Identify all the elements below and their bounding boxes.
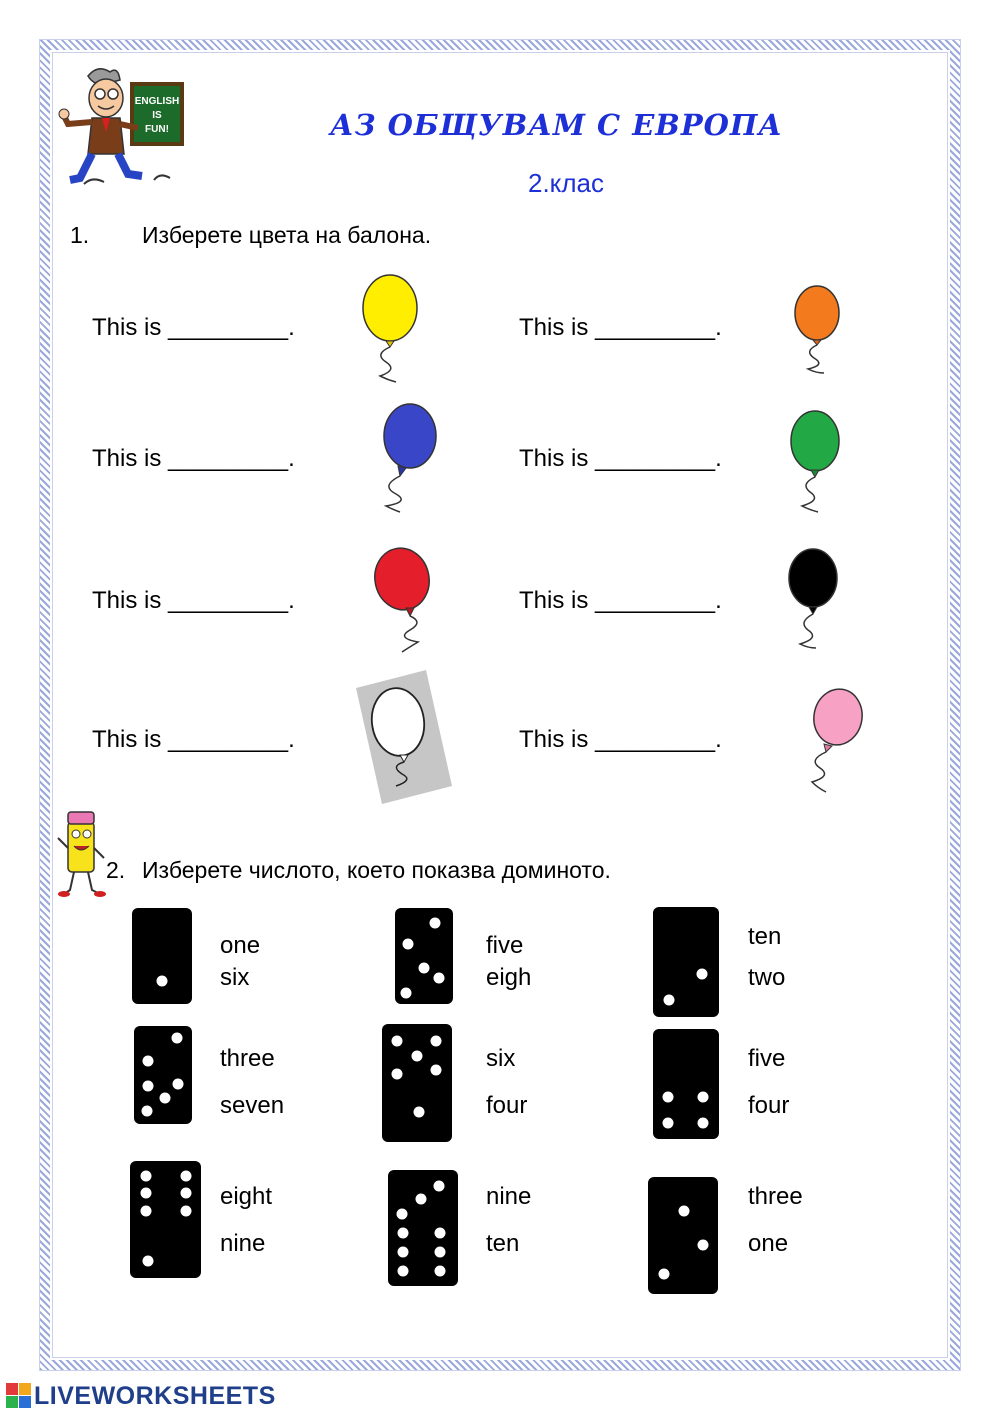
option-word[interactable]: one (748, 1230, 789, 1257)
domino-pip (430, 918, 441, 929)
domino-pip (181, 1171, 192, 1182)
domino-pip (181, 1188, 192, 1199)
option-word[interactable]: four (486, 1092, 528, 1119)
domino-pip (143, 1256, 154, 1267)
option-word[interactable]: six (486, 1045, 516, 1072)
task1-sentence-pink[interactable]: This is _________. (519, 726, 722, 753)
pencil-mascot-clipart (56, 808, 108, 900)
domino-pip (392, 1069, 403, 1080)
balloon-green-icon (788, 408, 844, 514)
task1-number: 1. (70, 222, 90, 248)
domino-pip (435, 1228, 446, 1239)
domino-pip (157, 976, 168, 987)
task1-sentence-yellow[interactable]: This is _________. (92, 314, 295, 341)
domino-pip (172, 1033, 183, 1044)
balloon-black-icon (786, 546, 842, 650)
domino-pip (398, 1247, 409, 1258)
balloon-orange-icon (792, 283, 844, 375)
domino-pip (431, 1036, 442, 1047)
option-word[interactable]: ten (486, 1230, 520, 1257)
domino-pip (142, 1106, 153, 1117)
liveworksheets-logo-icon (6, 1383, 32, 1409)
balloon-white-icon (352, 668, 456, 808)
option-word[interactable]: seven (220, 1092, 285, 1119)
option-word[interactable]: eigh (486, 964, 532, 991)
domino-pip (435, 1266, 446, 1277)
domino-pip (663, 1118, 674, 1129)
task2-instruction: Изберете числото, което показва доминото. (142, 857, 611, 883)
svg-text:FUN!: FUN! (145, 124, 169, 135)
domino-pip (434, 973, 445, 984)
domino-pip (143, 1081, 154, 1092)
domino-1 (132, 908, 192, 1004)
balloon-yellow-icon (360, 272, 422, 384)
domino-pip (141, 1188, 152, 1199)
option-word[interactable]: five (486, 932, 524, 959)
domino-9 (648, 1177, 718, 1294)
worksheet-title: АЗ ОБЩУВАМ С ЕВРОПА (330, 108, 783, 142)
option-word[interactable]: four (748, 1092, 790, 1119)
domino-pip (181, 1206, 192, 1217)
domino-pip (697, 969, 708, 980)
option-word[interactable]: two (748, 964, 786, 991)
domino-7 (130, 1161, 201, 1278)
liveworksheets-logo-text: LIVEWORKSHEETS (34, 1382, 276, 1410)
domino-pip (698, 1118, 709, 1129)
domino-pip (434, 1181, 445, 1192)
domino-pip (403, 939, 414, 950)
domino-pip (664, 995, 675, 1006)
balloon-blue-icon (376, 402, 440, 514)
domino-pip (141, 1171, 152, 1182)
task1-instruction: Изберете цвета на балона. (142, 222, 432, 248)
task1-sentence-red[interactable]: This is _________. (92, 587, 295, 614)
domino-pip (698, 1092, 709, 1103)
domino-3 (653, 907, 719, 1017)
domino-pip (392, 1036, 403, 1047)
domino-pip (397, 1209, 408, 1220)
balloon-pink-icon (798, 686, 868, 796)
domino-pip (160, 1093, 171, 1104)
domino-pip (141, 1206, 152, 1217)
svg-text:ENGLISH: ENGLISH (134, 96, 180, 107)
balloon-red-icon (372, 546, 438, 654)
option-word[interactable]: five (748, 1045, 786, 1072)
task2-number: 2. (106, 857, 126, 883)
option-word[interactable]: three (220, 1045, 275, 1072)
option-word[interactable]: three (748, 1183, 803, 1210)
domino-pip (659, 1269, 670, 1280)
domino-pip (679, 1206, 690, 1217)
domino-pip (663, 1092, 674, 1103)
domino-pip (435, 1247, 446, 1258)
domino-5 (382, 1024, 452, 1142)
domino-pip (414, 1107, 425, 1118)
task1-sentence-orange[interactable]: This is _________. (519, 314, 722, 341)
task1-sentence-green[interactable]: This is _________. (519, 445, 722, 472)
domino-2 (395, 908, 453, 1004)
domino-8 (388, 1170, 458, 1286)
domino-pip (173, 1079, 184, 1090)
domino-6 (653, 1029, 719, 1139)
domino-pip (398, 1266, 409, 1277)
domino-pip (412, 1051, 423, 1062)
domino-pip (398, 1228, 409, 1239)
task1-sentence-blue[interactable]: This is _________. (92, 445, 295, 472)
domino-pip (698, 1240, 709, 1251)
domino-pip (416, 1194, 427, 1205)
svg-text:IS: IS (152, 110, 162, 121)
task1-sentence-black[interactable]: This is _________. (519, 587, 722, 614)
domino-pip (431, 1065, 442, 1076)
option-word[interactable]: six (220, 964, 250, 991)
domino-pip (143, 1056, 154, 1067)
domino-pip (419, 963, 430, 974)
option-word[interactable]: one (220, 932, 261, 959)
option-word[interactable]: eight (220, 1183, 273, 1210)
teacher-clipart (58, 62, 188, 190)
grade-label: 2.клас (528, 168, 604, 198)
task1-sentence-white[interactable]: This is _________. (92, 726, 295, 753)
domino-4 (134, 1026, 192, 1124)
option-word[interactable]: ten (748, 923, 782, 950)
option-word[interactable]: nine (486, 1183, 532, 1210)
domino-pip (401, 988, 412, 999)
option-word[interactable]: nine (220, 1230, 266, 1257)
